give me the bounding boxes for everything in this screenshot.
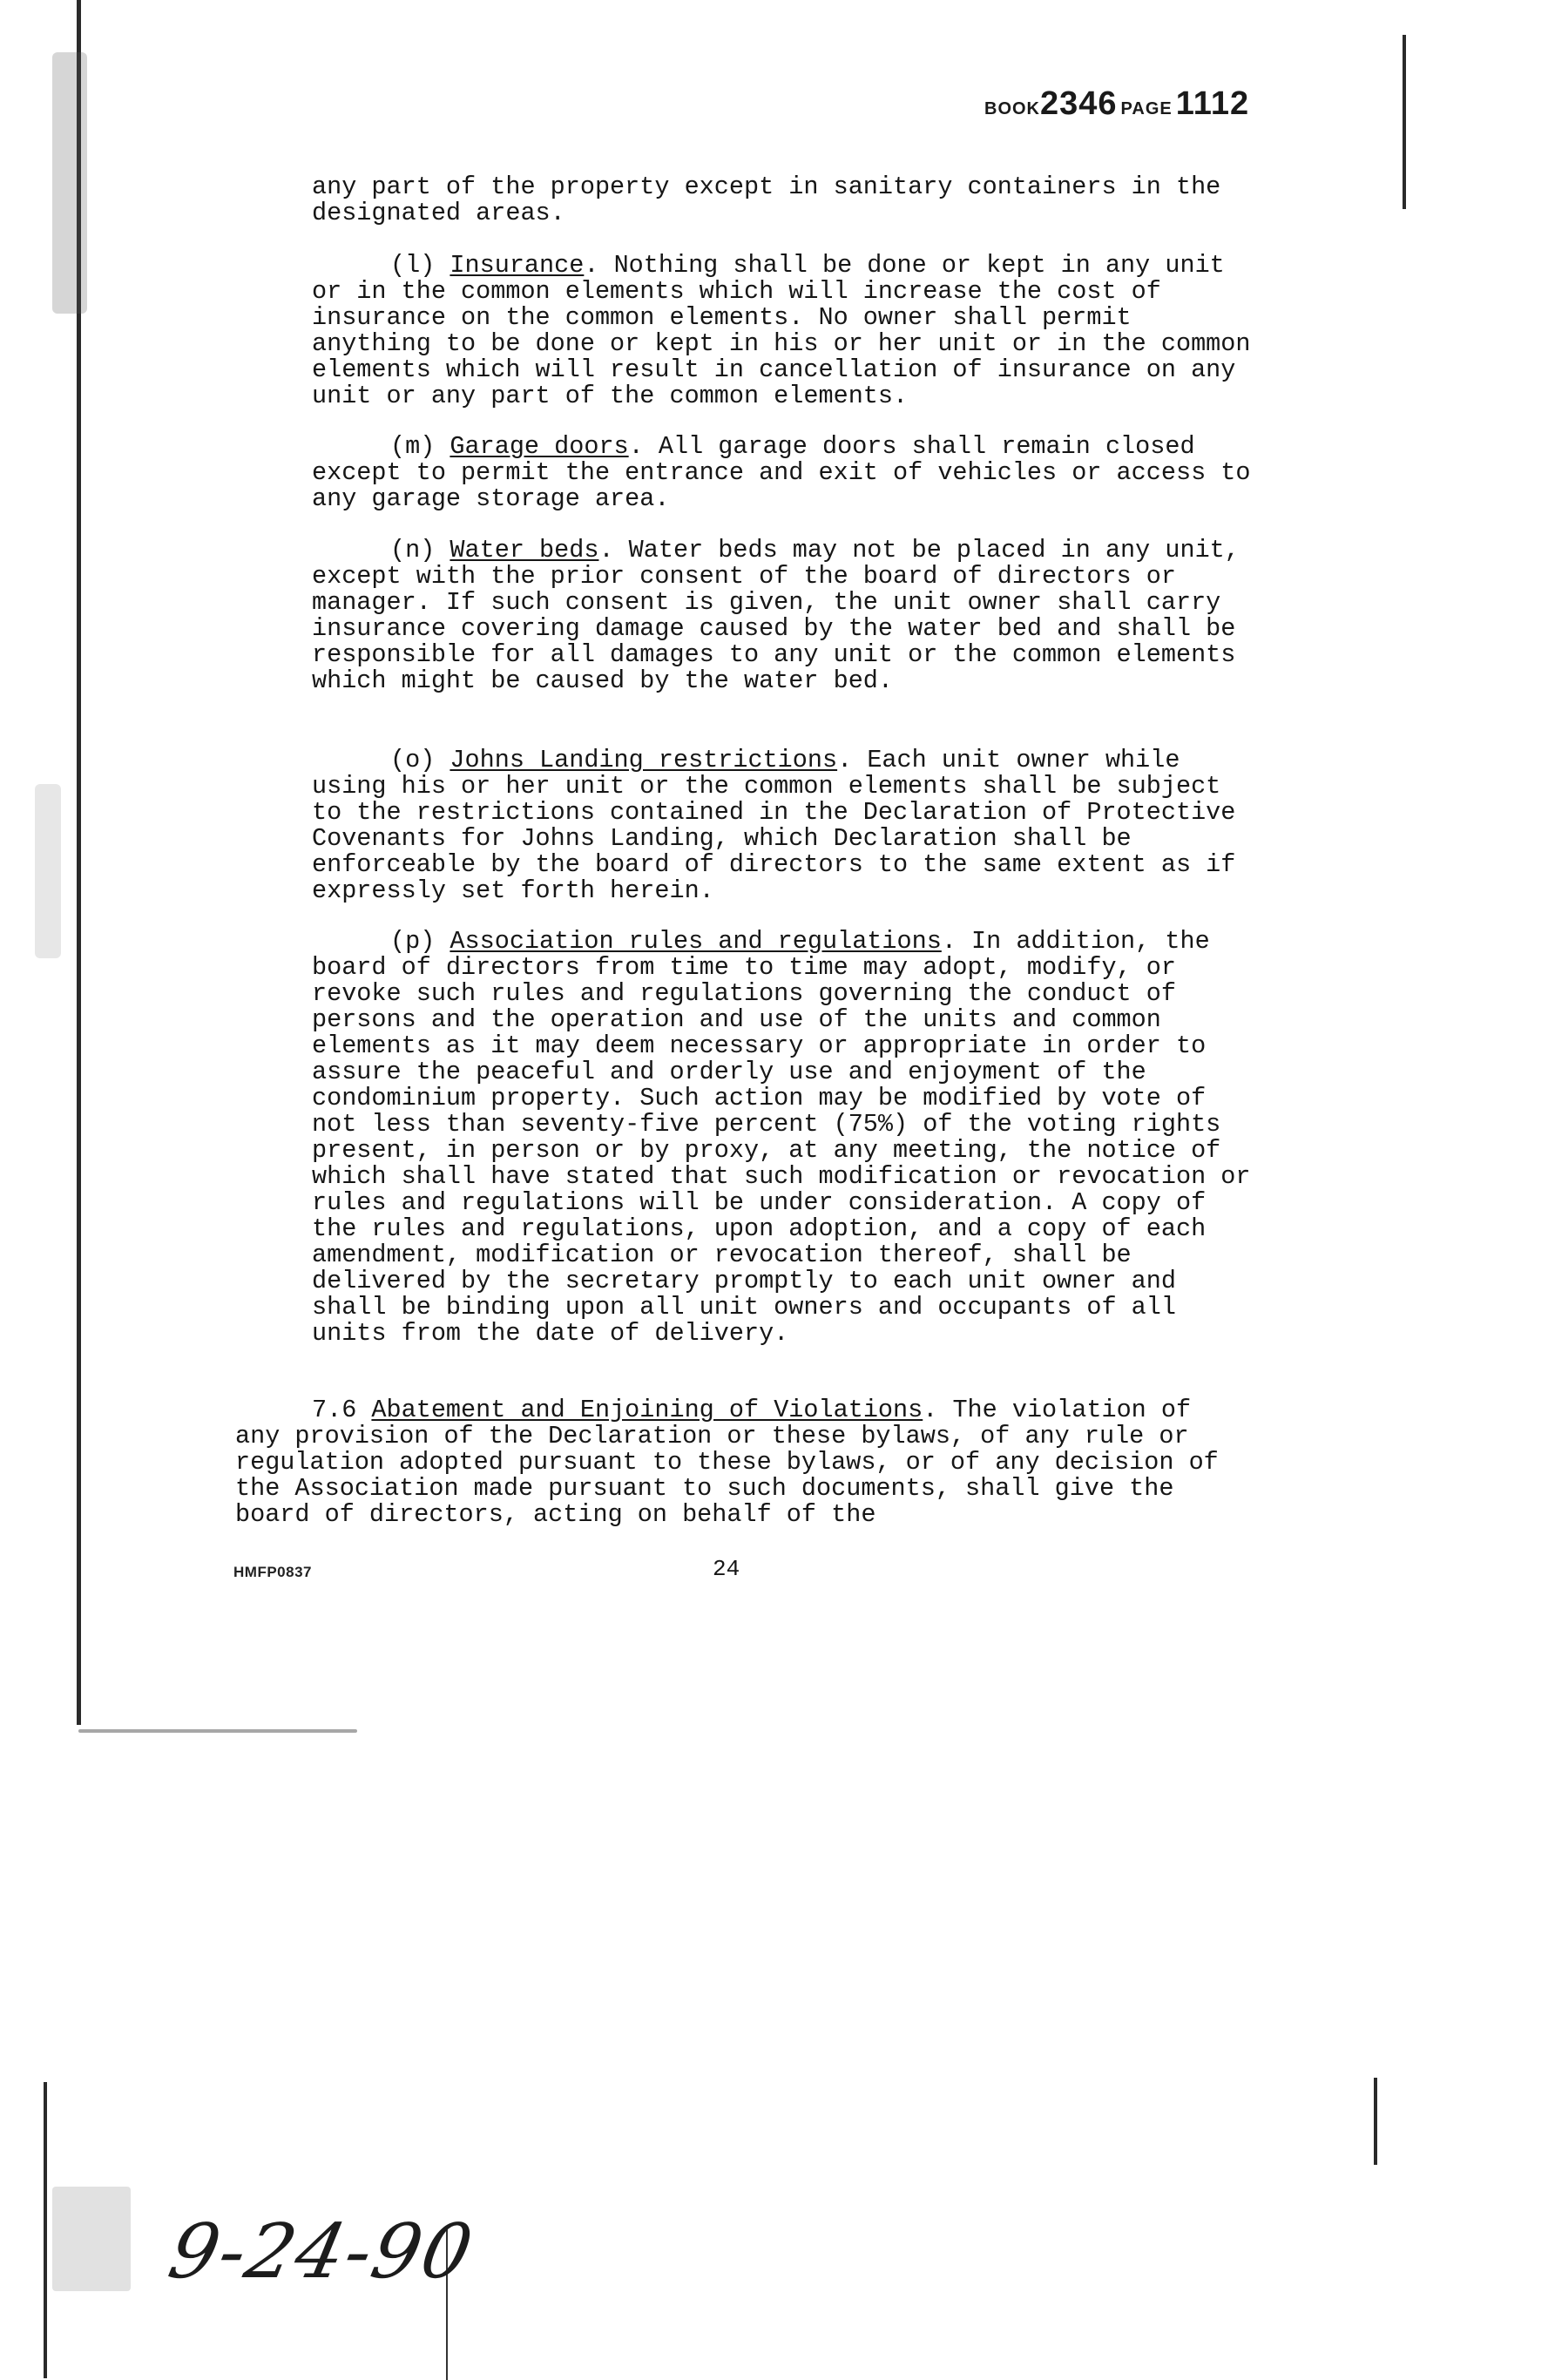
paragraph-heading: Water beds bbox=[450, 536, 599, 565]
document-code: HMFP0837 bbox=[233, 1564, 312, 1580]
handwritten-date: 9-24-90 bbox=[161, 2208, 482, 2295]
paragraph-heading: Insurance bbox=[450, 251, 585, 280]
paragraph-heading: Garage doors bbox=[450, 432, 629, 461]
section-7-6 bbox=[235, 1397, 1246, 1528]
paragraph-marker: (n) bbox=[390, 536, 450, 565]
section-heading: Abatement and Enjoining of Violations bbox=[371, 1396, 923, 1424]
page-number: 24 bbox=[713, 1556, 740, 1582]
paragraph-marker: (o) bbox=[390, 746, 450, 774]
page-label: PAGE bbox=[1120, 99, 1173, 118]
scan-right-edge-lower bbox=[1374, 2078, 1377, 2165]
scan-left-edge-lower bbox=[44, 2082, 47, 2378]
paragraph-johns-landing bbox=[312, 747, 1253, 904]
paragraph-text: . All garage doors shall remain closed except to permit the entrance and exit of vehicles or access to any garage storage area. bbox=[312, 432, 1266, 513]
scan-speckle bbox=[78, 1729, 357, 1733]
page-number-stamp: 1112 bbox=[1175, 85, 1250, 122]
scan-speckle bbox=[52, 52, 87, 314]
paragraph-heading: Association rules and regulations bbox=[450, 927, 942, 956]
book-number: 2346 bbox=[1040, 85, 1118, 122]
paragraph-text: . Nothing shall be done or kept in any unit or in the common elements which will increase the cost of insurance on the common elements. No owner shall permit anything to be done or kept in his or her unit or in the common elements which will result in cancellation of insurance on any unit or any part of the common elements. bbox=[312, 251, 1266, 410]
paragraph-garage-doors bbox=[312, 432, 1266, 513]
paragraph-text: . Each unit owner while using his or her unit or the common elements shall be subject to the restrictions contained in the Declaration of Protective Covenants for Johns Landing, which Declaration shall be enforceable by the board of directors to the same extent as if expressly set forth herein. bbox=[312, 746, 1251, 905]
book-label: BOOK bbox=[984, 99, 1040, 118]
paragraph-heading: Johns Landing restrictions bbox=[450, 746, 838, 774]
paragraph-continuation: any part of the property except in sanitary containers in the designated areas. bbox=[312, 172, 1236, 227]
paragraph-marker: (m) bbox=[390, 432, 450, 461]
paragraph-text: . Water beds may not be placed in any unit, except with the prior consent of the board of directors or manager. If such consent is given, the unit owner shall carry insurance covering damage caused by the water bed and shall be responsible for all damages to any unit or the common elements which might be caused by the water bed. bbox=[312, 536, 1254, 695]
paragraph-association-rules bbox=[312, 927, 1266, 1348]
scan-right-edge bbox=[1403, 35, 1406, 209]
scan-speckle bbox=[52, 2187, 131, 2291]
section-number: 7.6 bbox=[312, 1396, 372, 1424]
paragraph-water-beds bbox=[312, 538, 1253, 694]
paragraph-insurance bbox=[312, 251, 1266, 410]
scan-speckle bbox=[35, 784, 61, 958]
paragraph-text: . In addition, the board of directors from time to time may adopt, modify, or revoke such rules and regulations governing the conduct of persons and the operation and use of the units and common elements as it may deem necessary or appropriate in order to assure the peaceful and orderly use and enjoyment of the condominium property. Such action may be modified by vote of not less than seventy-five percent (75%) of the voting rights present, in person or by proxy, at any meeting, the notice of which shall have stated that such modification or revocation or rules and regulations will be under consideration. A copy of the rules and regulations, upon adoption, and a copy of each amendment, modification or revocation thereof, shall be delivered by the secretary promptly to each unit owner and shall be binding upon all unit owners and occupants of all units from the date of delivery. bbox=[312, 927, 1266, 1348]
paragraph-marker: (l) bbox=[390, 251, 450, 280]
section-text: . The violation of any provision of the Declaration or these bylaws, of any rule or regulation adopted pursuant to these bylaws, or of any decision of the Association made pursuant to such documents, shall give the board of directors, acting on behalf of the bbox=[235, 1396, 1234, 1529]
paragraph-marker: (p) bbox=[390, 927, 450, 956]
book-page-stamp bbox=[984, 85, 1249, 123]
